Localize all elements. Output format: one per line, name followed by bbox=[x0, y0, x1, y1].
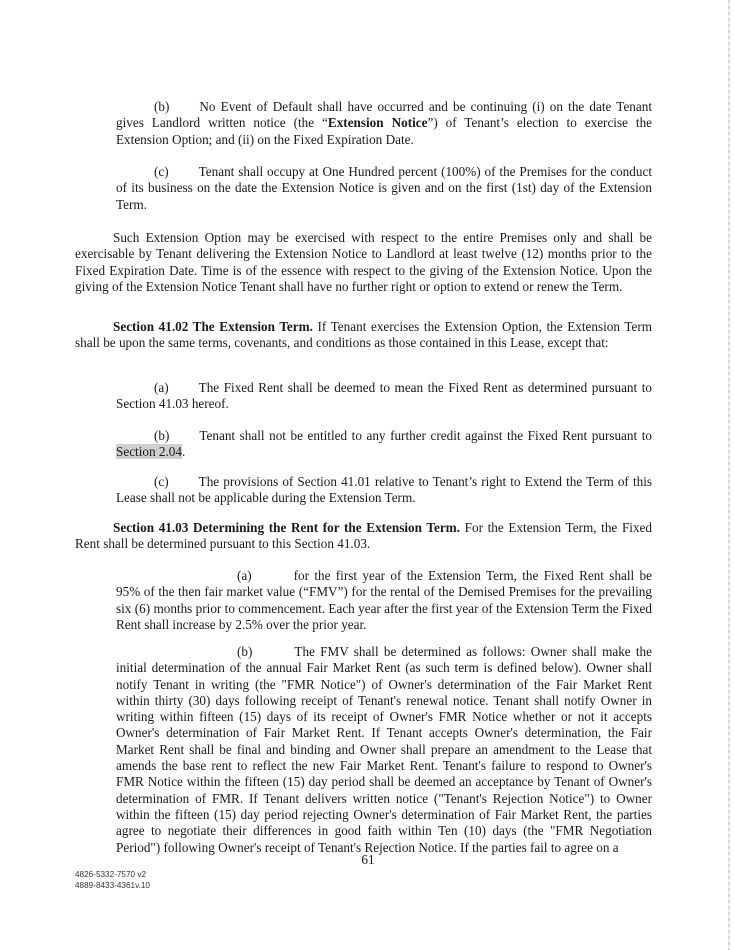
clause-text: The provisions of Section 41.01 relative to Tenant’s right to Extend the Term of this Lease shall not be applicable during the Extension Term. bbox=[116, 474, 652, 506]
clause-text: No Event of Default shall have occurred and be continuing (i) on the date Tenant gives Landlord written notice (the “ bbox=[116, 99, 652, 131]
clause-number: (b) bbox=[154, 99, 170, 114]
page-number: 61 bbox=[361, 852, 375, 867]
clause-number: (a) bbox=[237, 568, 252, 583]
section-41-03 bbox=[75, 520, 652, 553]
clause-number: (c) bbox=[154, 164, 169, 179]
document-id-1: 4826-5332-7570 v2 bbox=[75, 870, 147, 879]
paragraph-extension-option bbox=[75, 230, 652, 295]
scan-edge bbox=[728, 0, 730, 950]
section-reference-link[interactable]: Section 2.04 bbox=[116, 444, 182, 460]
section-41-02 bbox=[75, 319, 652, 352]
section-text: For the Extension Term, the Fixed Rent shall be determined pursuant to this Section 41.03. bbox=[75, 520, 652, 552]
defined-term: Extension Notice bbox=[327, 115, 428, 131]
clause-text: Tenant shall not be entitled to any further credit against the Fixed Rent pursuant to bbox=[199, 428, 652, 443]
clause-number: (b) bbox=[237, 644, 253, 659]
clause-number: (a) bbox=[154, 380, 169, 395]
section-heading: Section 41.02 The Extension Term. bbox=[113, 319, 313, 334]
clause-text: The FMV shall be determined as follows: Owner shall make the initial determination of the annual Fair Market Rent (as such term is defined below). Owner shall notify Tenant in writing (the "FMR Notice") of Owner's determination of the Fair Market Rent within thirty (30) days following receipt of Tenant's renewal notice. Tenant shall notify Owner in writing within fifteen (15) days of its receipt of Owner's FMR Notice whether or not it accepts Owner's determination of Fair Market Rent. If Tenant accepts Owner's determination, the Fair Market Rent shall be final and binding and Owner shall prepare an amendment to the Lease that amends the base rent to reflect the new Fair Market Rent. Tenant's failure to respond to Owner's FMR Notice within the fifteen (15) day period shall be deemed an acceptance by Tenant of Owner's determination of FMR. If Tenant delivers written notice ("Tenant's Rejection Notice") to Owner within the fifteen (15) day period rejecting Owner's determination of Fair Market Rent, the parties agree to negotiate their differences in good faith within Ten (10) days (the "FMR Negotiation Period") following Owner's receipt of Tenant's Rejection Notice. If the parties fail to agree on a bbox=[116, 644, 652, 855]
paragraph-text: Such Extension Option may be exercised with respect to the entire Premises only and shall be exercisable by Tenant delivering the Extension Notice to Landlord at least twelve (12) months prior to the Fixed Expiration Date. Time is of the essence with respect to the giving of the Extension Notice. Upon the giving of the Extension Notice Tenant shall have no further right or option to extend or renew the Term. bbox=[75, 230, 652, 294]
document-id-2: 4889-8433-4361v.10 bbox=[75, 881, 150, 890]
paragraph-41-01-c bbox=[116, 164, 652, 213]
clause-text: Tenant shall occupy at One Hundred percent (100%) of the Premises for the conduct of its business on the date the Extension Notice is given and on the first (1st) day of the Extension Term. bbox=[116, 164, 652, 212]
clause-text-end: . bbox=[181, 444, 186, 460]
paragraph-41-02-b bbox=[116, 428, 652, 461]
paragraph-41-03-a bbox=[116, 568, 652, 633]
clause-text: The Fixed Rent shall be deemed to mean the Fixed Rent as determined pursuant to Section 41.03 hereof. bbox=[116, 380, 652, 412]
clause-number: (c) bbox=[154, 474, 169, 489]
paragraph-41-02-c bbox=[116, 474, 652, 507]
section-heading: Section 41.03 Determining the Rent for the Extension Term. bbox=[113, 520, 460, 535]
paragraph-41-01-b bbox=[116, 99, 652, 148]
paragraph-41-02-a bbox=[116, 380, 652, 413]
section-text: If Tenant exercises the Extension Option, the Extension Term shall be upon the same terms, covenants, and conditions as those contained in this Lease, except that: bbox=[75, 319, 652, 351]
clause-text: for the first year of the Extension Term, the Fixed Rent shall be 95% of the then fair market value (“FMV”) for the rental of the Demised Premises for the prevailing six (6) months prior to commencement. Each year after the first year of the Extension Term the Fixed Rent shall increase by 2.5% over the prior year. bbox=[116, 568, 652, 632]
clause-text: ”) of Tenant’s election to exercise the Extension Option; and (ii) on the Fixed Expiration Date. bbox=[116, 115, 653, 147]
paragraph-41-03-b bbox=[116, 644, 652, 856]
clause-number: (b) bbox=[154, 428, 170, 443]
